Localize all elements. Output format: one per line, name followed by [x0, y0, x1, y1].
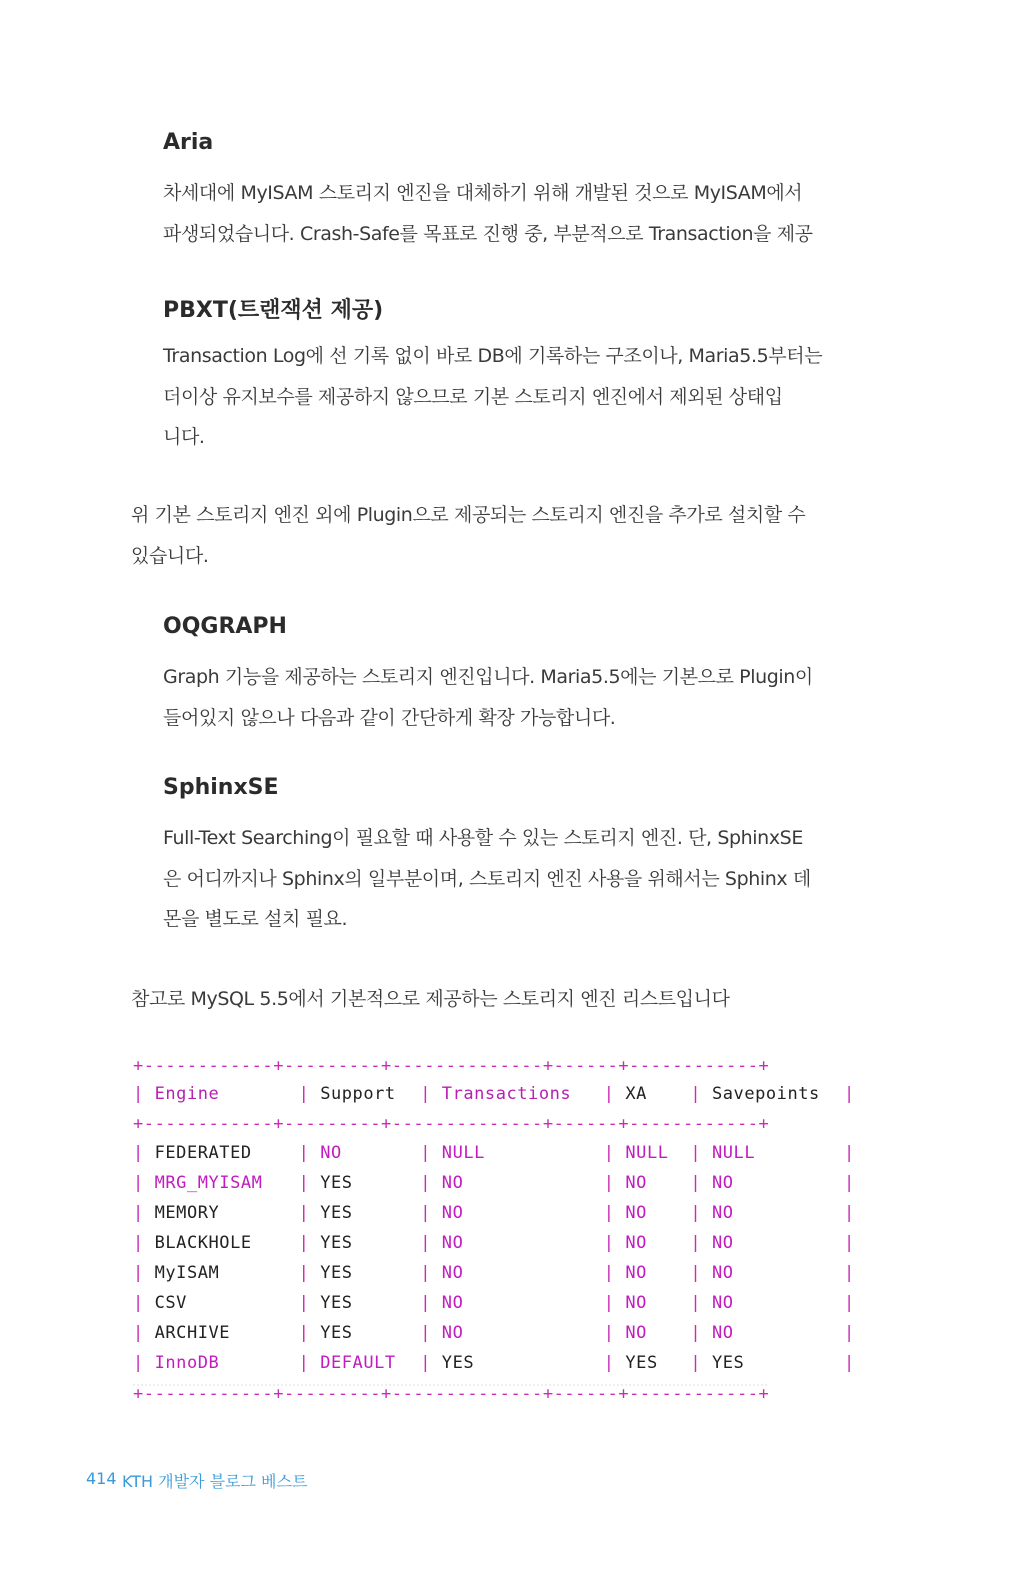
oqgraph-line-2: 들어있지 않으나 다음과 같이 간단하게 확장 가능합니다. — [163, 707, 616, 729]
table-cell: NO — [441, 1173, 464, 1193]
intro-line-1: 위 기본 스토리지 엔진 외에 Plugin으로 제공되는 스토리지 엔진을 추가로 설치할 수 — [131, 504, 806, 526]
pbxt-line-1: Transaction Log에 선 기록 없이 바로 DB에 기록하는 구조이나, Maria5.5부터는 — [163, 345, 823, 367]
table-cell: NO — [625, 1263, 647, 1283]
book-title: KTH 개발자 블로그 베스트 — [122, 1472, 308, 1491]
table-cell: NO — [711, 1173, 734, 1193]
pbxt-line-2: 더이상 유지보수를 제공하지 않으므로 기본 스토리지 엔진에서 제외된 상태입 — [163, 386, 783, 408]
header-engine: Engine — [154, 1084, 220, 1104]
table-cell: MRG_MYISAM — [154, 1173, 263, 1193]
table-row: | FEDERATED | NO | NULL | NULL | NULL | — [133, 1143, 855, 1163]
table-cell: NO — [441, 1323, 464, 1343]
table-row: | InnoDB | DEFAULT | YES | YES | YES | — [133, 1353, 855, 1373]
table-cell: YES — [320, 1173, 353, 1193]
page-number: 414 — [86, 1469, 117, 1488]
sphinxse-line-2: 은 어디까지나 Sphinx의 일부분이며, 스토리지 엔진 사용을 위해서는 Sphinx 데 — [163, 868, 811, 890]
table-cell: NO — [711, 1293, 734, 1313]
aria-line-1: 차세대에 MyISAM 스토리지 엔진을 대체하기 위해 개발된 것으로 MyISAM에서 — [163, 182, 803, 204]
header-savepoints: Savepoints — [711, 1084, 820, 1104]
table-header-row: | Engine | Support | Transactions | XA | Savepoints | — [133, 1084, 855, 1104]
table-cell: NULL — [625, 1143, 669, 1163]
table-cell: NO — [625, 1203, 647, 1223]
table-cell: NULL — [441, 1143, 485, 1163]
oqgraph-line-1: Graph 기능을 제공하는 스토리지 엔진입니다. Maria5.5에는 기본으로 Plugin이 — [163, 666, 813, 688]
table-cell: BLACKHOLE — [154, 1233, 252, 1253]
table-cell: FEDERATED — [154, 1143, 252, 1163]
table-row: | CSV | YES | NO | NO | NO | — [133, 1293, 855, 1313]
table-cell: NO — [441, 1263, 464, 1283]
table-cell: NO — [441, 1293, 464, 1313]
table-cell: NO — [625, 1323, 647, 1343]
table-cell: YES — [320, 1233, 353, 1253]
table-cell: YES — [320, 1203, 353, 1223]
pbxt-line-3: 니다. — [163, 426, 205, 448]
list-intro: 참고로 MySQL 5.5에서 기본적으로 제공하는 스토리지 엔진 리스트입니다 — [131, 988, 730, 1010]
table-cell: CSV — [154, 1293, 187, 1313]
table-cell: YES — [441, 1353, 475, 1373]
table-cell: YES — [320, 1293, 353, 1313]
table-cell: NO — [441, 1233, 464, 1253]
table-cell: MEMORY — [154, 1203, 220, 1223]
table-row: | MEMORY | YES | NO | NO | NO | — [133, 1203, 855, 1223]
section-heading-pbxt: PBXT(트랜잭션 제공) — [163, 298, 384, 323]
table-cell: NO — [625, 1293, 647, 1313]
table-cell: NO — [625, 1173, 647, 1193]
sphinxse-line-1: Full-Text Searching이 필요할 때 사용할 수 있는 스토리지 엔진. 단, SphinxSE — [163, 827, 803, 849]
section-heading-aria: Aria — [163, 130, 214, 155]
table-cell: NO — [441, 1203, 464, 1223]
table-cell: ARCHIVE — [154, 1323, 231, 1343]
table-cell: MyISAM — [154, 1263, 220, 1283]
table-cell: YES — [711, 1353, 745, 1373]
aria-line-2: 파생되었습니다. Crash-Safe를 목표로 진행 중, 부분적으로 Transaction을 제공 — [163, 223, 813, 245]
table-cell: NULL — [711, 1143, 756, 1163]
table-border-bottom: +------------+---------+--------------+------+------------+ — [133, 1384, 770, 1404]
table-cell: NO — [711, 1233, 734, 1253]
section-heading-sphinxse: SphinxSE — [163, 775, 279, 800]
table-row: | ARCHIVE | YES | NO | NO | NO | — [133, 1323, 855, 1343]
header-xa: XA — [625, 1084, 647, 1104]
table-cell: YES — [320, 1323, 353, 1343]
table-row: | MRG_MYISAM | YES | NO | NO | NO | — [133, 1173, 855, 1193]
table-cell: YES — [320, 1263, 353, 1283]
table-cell: NO — [711, 1203, 734, 1223]
table-cell: InnoDB — [154, 1353, 220, 1373]
table-border-mid: +------------+---------+--------------+------+------------+ — [133, 1114, 770, 1134]
header-transactions: Transactions — [441, 1084, 572, 1104]
table-cell: DEFAULT — [320, 1353, 396, 1373]
section-heading-oqgraph: OQGRAPH — [163, 614, 287, 639]
table-cell: NO — [625, 1233, 647, 1253]
table-border-top: +------------+---------+--------------+------+------------+ — [133, 1056, 770, 1076]
intro-line-2: 있습니다. — [131, 545, 209, 567]
sphinxse-line-3: 몬을 별도로 설치 필요. — [163, 908, 348, 930]
table-row: | MyISAM | YES | NO | NO | NO | — [133, 1263, 855, 1283]
table-cell: YES — [625, 1353, 658, 1373]
table-cell: NO — [711, 1323, 734, 1343]
header-support: Support — [320, 1084, 396, 1104]
table-cell: NO — [711, 1263, 734, 1283]
table-cell: NO — [320, 1143, 342, 1163]
table-row: | BLACKHOLE | YES | NO | NO | NO | — [133, 1233, 855, 1253]
